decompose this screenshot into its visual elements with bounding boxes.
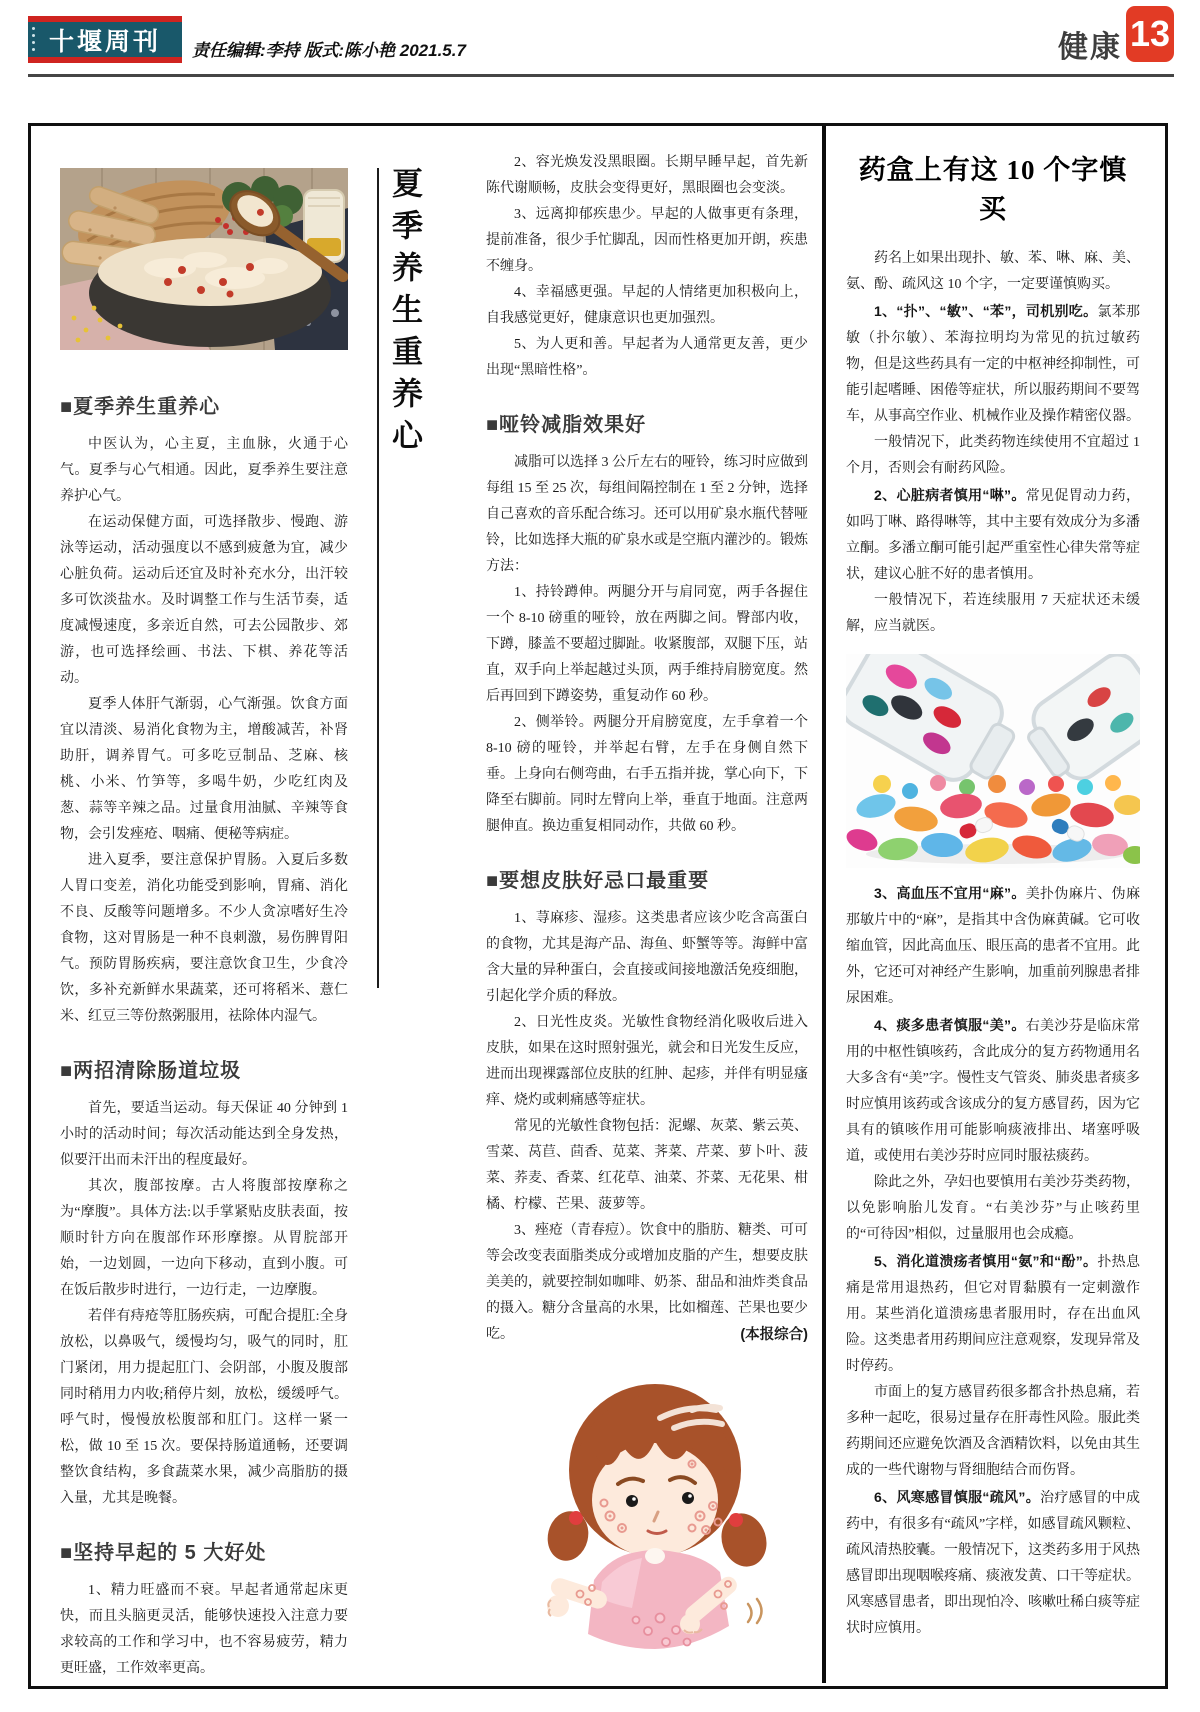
article-paragraph: 除此之外，孕妇也要慎用右美沙芬类药物，以免影响胎儿发育。“右美沙芬”与止咳药里的“可待因”相似，过量服用也会成瘾。 <box>846 1175 1140 1242</box>
right-column <box>846 148 1140 1682</box>
byline: (本报综合) <box>740 1327 808 1343</box>
paragraph-text: 氯苯那敏（扑尔敏）、苯海拉明均为常见的抗过敏药物，但是这些药具有一定的中枢神经抑制性，可能引起嗜睡、困倦等症状，所以服药期间不要驾车，从事高空作业、机械作业及操作精密仪器。 <box>846 305 1140 424</box>
right-article-title: 药盒上有这 10 个字慎买 <box>858 155 1128 224</box>
article-paragraph: 1、精力旺盛而不衰。早起者通常起床更快，而且头脑更灵活，能够快速投入注意力要求较高的工作和学习中，也不容易疲劳，精力更旺盛，工作效率更高。 <box>60 1583 348 1676</box>
middle-section-heading-2: ■要想皮肤好忌口最重要 <box>486 870 710 892</box>
paragraph-text: 3、痤疮（青春痘）。饮食中的脂肪、糖类、可可等会改变表面脂类成分或增加皮脂的产生，想要皮肤美美的，就要控制如咖啡、奶茶、甜品和油炸类食品的摄入。糖分含量高的水果，比如榴莲、芒果也要少吃。 <box>486 1223 808 1342</box>
article-paragraph <box>846 1248 1140 1380</box>
paragraph-text: 右美沙芬是临床常用的中枢性镇咳药，含此成分的复方药物通用名大多含有“美”字。慢性支气管炎、肺炎患者痰多时应慎用该药或含该成分的复方感冒药，因为它具有的镇咳作用可能影响痰液排出、堵塞呼吸道，或使用右美沙芬时应同时服祛痰药。 <box>846 1019 1140 1164</box>
header-rule <box>28 74 1174 77</box>
article-paragraph: 进入夏季，要注意保护胃肠。入夏后多数人胃口变差，消化功能受到影响，胃痛、消化不良、反酸等问题增多。不少人贪凉嗜好生冷食物，这对胃肠是一种不良刺激，易伤脾胃阳气。预防胃肠疾病，要注意饮食卫生，少食冷饮，多补充新鲜水果蔬菜，还可将稻米、薏仁米、红豆三等份熬粥服用，祛除体内湿气。 <box>60 853 348 1024</box>
article-paragraph: 2、侧举铃。两腿分开肩膀宽度，左手拿着一个 8-10 磅的哑铃，并举起右臂，左手在身侧自然下垂。上身向右侧弯曲，右手五指并拢，掌心向下，下降至右脚前。同时左臂向上举，垂直于地面。注意两腿伸直。换边重复相同动作，共做 60 秒。 <box>486 715 808 834</box>
porridge-photo <box>60 168 348 350</box>
article-paragraph: 一般情况下，此类药物连续使用不宜超过 1 个月，否则会有耐药风险。 <box>846 435 1140 476</box>
paragraph-text: 常见促胃动力药，如吗丁啉、路得啉等，其中主要有效成分为多潘立酮。多潘立酮可能引起严重室性心律失常等症状，建议心脏不好的患者慎用。 <box>846 489 1140 582</box>
article-paragraph: 药名上如果出现扑、敏、苯、啉、麻、美、氨、酚、疏风这 10 个字，一定要谨慎购买。 <box>846 251 1140 292</box>
article-paragraph: 常见的光敏性食物包括：泥螺、灰菜、紫云英、雪菜、莴苣、茴香、苋菜、荠菜、芹菜、萝卜叶、菠菜、荞麦、香菜、红花草、油菜、芥菜、无花果、柑橘、柠檬、芒果、菠萝等。 <box>486 1119 808 1212</box>
left-section-heading-1: ■夏季养生重养心 <box>60 396 221 418</box>
article-paragraph: 其次，腹部按摩。古人将腹部按摩称之为“摩腹”。具体方法:以手掌紧贴皮肤表面，按顺时针方向在腹部作环形摩擦。从胃脘部开始，一边划圆，一边向下移动，直到小腹。可在饭后散步时进行，一边行走，一边摩腹。 <box>60 1179 348 1298</box>
paragraph-lead: 3、高血压不宜用“麻”。 <box>874 885 1026 901</box>
article-paragraph: 1、荨麻疹、湿疹。这类患者应该少吃含高蛋白的食物，尤其是海产品、海鱼、虾蟹等等。海鲜中富含大量的异种蛋白，会直接或间接地激活免疫细胞，引起化学介质的释放。 <box>486 911 808 1004</box>
article-paragraph: 2、容光焕发没黑眼圈。长期早睡早起，首先新陈代谢顺畅，皮肤会变得更好，黑眼圈也会变淡。 <box>486 155 808 196</box>
article-paragraph <box>846 1012 1140 1170</box>
article-paragraph: 减脂可以选择 3 公斤左右的哑铃，练习时应做到每组 15 至 25 次，每组间隔控制在 1 至 2 分钟，选择自己喜欢的音乐配合练习。还可以用矿泉水瓶代替哑铃，比如选择大瓶的矿泉水或是空瓶内灌沙的。锻炼方法： <box>486 455 808 574</box>
rash-girl-illustration <box>542 1368 768 1656</box>
left-section-heading-2: ■两招清除肠道垃圾 <box>60 1060 242 1082</box>
paragraph-text: 治疗感冒的中成药中，有很多有“疏风”字样，如感冒疏风颗粒、疏风清热胶囊。一般情况下，这类药多用于风热感冒即出现咽喉疼痛、痰液发黄、口干等症状。风寒感冒患者，即出现怕冷、咳嗽吐稀白痰等症状时应慎用。 <box>846 1491 1140 1636</box>
masthead-title: 十堰周刊 <box>48 28 161 56</box>
article-paragraph: 1、持铃蹲伸。两腿分开与肩同宽，两手各握住一个 8-10 磅重的哑铃，放在两脚之间。臀部内收，下蹲，膝盖不要超过脚趾。收紧腹部，双腿下压，站直，双手向上举起越过头顶，两手维持肩膀宽度。然后再回到下蹲姿势，重复动作 60 秒。 <box>486 585 808 704</box>
article-paragraph: 中医认为，心主夏，主血脉，火通于心气。夏季与心气相通。因此，夏季养生要注意养护心气。 <box>60 437 348 504</box>
article-paragraph: 2、日光性皮炎。光敏性食物经消化吸收后进入皮肤，如果在这时照射强光，就会和日光发生反应，进而出现裸露部位皮肤的红肿、起疹，并伴有明显瘙痒、烧灼或刺痛感等症状。 <box>486 1015 808 1108</box>
paragraph-lead: 5、消化道溃疡者慎用“氨”和“酚”。 <box>874 1253 1098 1269</box>
article-paragraph <box>846 880 1140 1012</box>
article-paragraph: 夏季人体肝气渐弱，心气渐强。饮食方面宜以清淡、易消化食物为主，增酸减苦，补肾助肝，调养胃气。可多吃豆制品、芝麻、核桃、小米、竹笋等，多喝牛奶，少吃红肉及葱、蒜等辛辣之品。过量食用油腻、辛辣等食物，会引发痤疮、咽痛、便秘等病症。 <box>60 697 348 842</box>
editor-credits: 责任编辑:李持 版式:陈小艳 2021.5.7 <box>192 41 466 60</box>
column-rule-thin <box>377 168 379 988</box>
paragraph-text: 扑热息痛是常用退热药，但它对胃黏膜有一定刺激作用。某些消化道溃疡患者服用时，存在出血风险。这类患者用药期间应注意观察，发现异常及时停药。 <box>846 1255 1140 1374</box>
masthead-side-marks <box>32 27 35 51</box>
article-paragraph: 市面上的复方感冒药很多都含扑热息痛，若多种一起吃，很易过量存在肝毒性风险。服此类药期间还应避免饮酒及含酒精饮料，以免由其生成的一些代谢物与肾细胞结合而伤肾。 <box>846 1385 1140 1478</box>
left-section-heading-3: ■坚持早起的 5 大好处 <box>60 1542 267 1564</box>
article-paragraph <box>486 1218 808 1348</box>
article-paragraph: 若伴有痔疮等肛肠疾病，可配合提肛:全身放松，以鼻吸气，缓慢均匀，吸气的同时，肛门紧闭，用力提起肛门、会阴部，小腹及腹部同时稍用力内收;稍停片刻，放松，缓缓呼气。呼气时，慢慢放松腹部和肛门。这样一紧一松，做 10 至 15 次。要保持肠道通畅，还要调整饮食结构，多食蔬菜水果，减少高脂肪的摄入量，尤其是晚餐。 <box>60 1309 348 1506</box>
article-paragraph: 4、幸福感更强。早起的人情绪更加积极向上，自我感觉更好，健康意识也更加强烈。 <box>486 285 808 326</box>
section-label: 健康 <box>1058 31 1122 64</box>
paragraph-lead: 2、心脏病者慎用“啉”。 <box>874 487 1026 503</box>
article-paragraph: 首先，要适当运动。每天保证 40 分钟到 1 小时的活动时间；每次活动能达到全身发热，似要汗出而未汗出的程度最好。 <box>60 1101 348 1168</box>
pills-photo <box>846 654 1140 868</box>
article-paragraph <box>846 482 1140 588</box>
article-paragraph: 5、为人更和善。早起者为人通常更友善，更少出现“黑暗性格”。 <box>486 337 808 378</box>
masthead-logo <box>28 16 182 63</box>
left-column <box>60 168 348 1680</box>
vertical-article-title: 夏季养生重养心 <box>387 167 422 461</box>
column-divider-thick <box>822 126 826 1683</box>
article-paragraph: 3、远离抑郁疾患少。早起的人做事更有条理，提前准备，很少手忙脚乱，因而性格更加开朗，疾患不缠身。 <box>486 207 808 274</box>
paragraph-lead: 1、“扑”、“敏”、“苯”，司机别吃。 <box>874 303 1098 319</box>
paragraph-text: 美扑伪麻片、伪麻那敏片中的“麻”，是指其中含伪麻黄碱。它可收缩血管，因此高血压、眼压高的患者不宜用。此外，它还可对神经产生影响，加重前列腺患者排尿困难。 <box>846 887 1140 1006</box>
article-paragraph: 在运动保健方面，可选择散步、慢跑、游泳等运动，活动强度以不感到疲惫为宜，减少心脏负荷。运动后还宜及时补充水分，出汗较多可饮淡盐水。及时调整工作与生活节奏，适度减慢速度，多亲近自然，可去公园散步、郊游，也可选择绘画、书法、下棋、养花等活动。 <box>60 515 348 686</box>
paragraph-lead: 6、风寒感冒慎服“疏风”。 <box>874 1489 1041 1505</box>
article-paragraph <box>846 1484 1140 1642</box>
article-paragraph: 一般情况下，若连续服用 7 天症状还未缓解，应当就医。 <box>846 593 1140 634</box>
paragraph-lead: 4、痰多患者慎服“美”。 <box>874 1017 1026 1033</box>
masthead-bottom-bar <box>28 57 182 63</box>
middle-section-heading-1: ■哑铃减脂效果好 <box>486 414 647 436</box>
article-paragraph <box>846 298 1140 430</box>
middle-column <box>486 150 808 1682</box>
page-number-badge: 13 <box>1126 6 1174 62</box>
